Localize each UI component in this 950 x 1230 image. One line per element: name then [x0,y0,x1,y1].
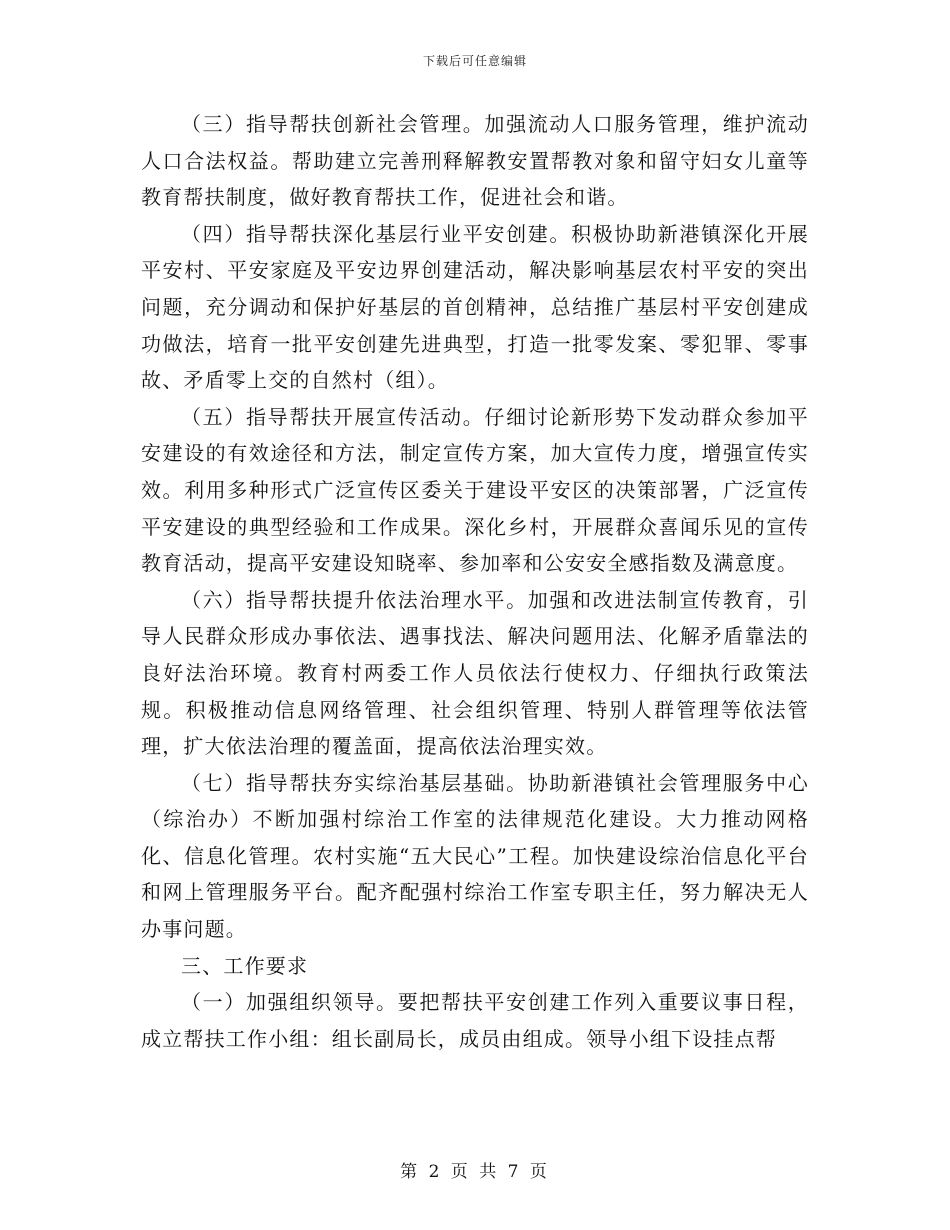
document-body [141,106,809,1057]
section-heading-work-requirements: 三、工作要求 [181,953,309,978]
paragraph-guidance-rule-of-law: （六）指导帮扶提升依法治理水平。加强和改进法制宣传教育，引导人民群众形成办事依法、遇事找法、解决问题用法、化解矛盾靠法的良好法治环境。教育村两委工作人员依法行使权力、仔细执行政策法规。积极推动信息网络管理、社会组织管理、特别人群管理等依法管理，扩大依法治理的覆盖面，提高依法治理实效。 [141,587,809,759]
paragraph-guidance-publicity: （五）指导帮扶开展宣传活动。仔细讨论新形势下发动群众参加平安建设的有效途径和方法，制定宣传方案，加大宣传力度，增强宣传实效。利用多种形式广泛宣传区委关于建设平安区的决策部署，广泛宣传平安建设的典型经验和工作成果。深化乡村，开展群众喜闻乐见的宣传教育活动，提高平安建设知晓率、参加率和公安安全感指数及满意度。 [141,404,809,576]
paragraph-guidance-grassroots-foundation: （七）指导帮扶夯实综治基层基础。协助新港镇社会管理服务中心（综治办）不断加强村综治工作室的法律规范化建设。大力推动网格化、信息化管理。农村实施“五大民心”工程。加快建设综治信息化平台和网上管理服务平台。配齐配强村综治工作室专职主任，努力解决无人办事问题。 [141,770,809,942]
paragraph-guidance-safe-creation: （四）指导帮扶深化基层行业平安创建。积极协助新港镇深化开展平安村、平安家庭及平安边界创建活动，解决影响基层农村平安的突出问题，充分调动和保护好基层的首创精神，总结推广基层村平安创建成功做法，培育一批平安创建先进典型，打造一批零发案、零犯罪、零事故、矛盾零上交的自然村（组）。 [141,221,809,393]
page-number-footer: 第 2 页 共 7 页 [400,1162,550,1182]
page-header: 下载后可任意编辑 [422,54,527,68]
paragraph-organization-leadership: （一）加强组织领导。要把帮扶平安创建工作列入重要议事日程，成立帮扶工作小组：组长副局长，成员由组成。领导小组下设挂点帮 [141,990,809,1051]
paragraph-guidance-social-management: （三）指导帮扶创新社会管理。加强流动人口服务管理，维护流动人口合法权益。帮助建立完善刑释解教安置帮教对象和留守妇女儿童等教育帮扶制度，做好教育帮扶工作，促进社会和谐。 [141,112,809,210]
